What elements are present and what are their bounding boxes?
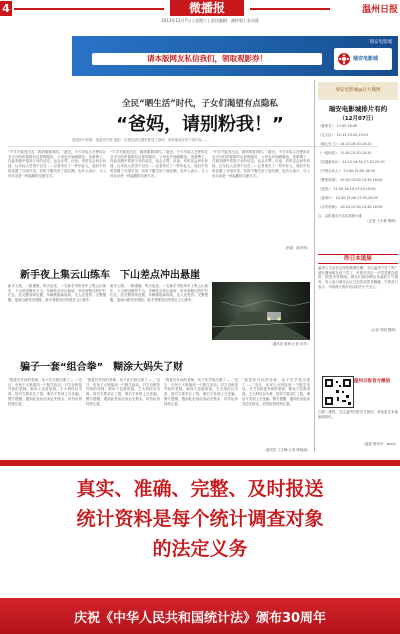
schedule-entry: 《地心引力》：14:20,16:20,18:20 — [318, 142, 372, 146]
schedule-title: 瑞安电影城排片有约 — [328, 105, 388, 113]
story3-body-col2: “我是你外孙的老师，孩子在学校出事了……”近日，市民王大妈接到一个陌生电话，对方自称是外孙的老师，称孩子急需用钱。王大妈信以为真，按对方要求汇了钱，事后才发现上当受骗。警方提醒，遇到此类电话务必先核实，切勿轻易转账汇款。 — [86, 378, 160, 406]
schedule-credit: （记者 王小林 整理） — [365, 219, 398, 223]
schedule-entry: 《冰雪奇缘》：10:20,12:30,14:40,16:50 — [318, 205, 383, 209]
story1-byline: @温州小熊猫：@温州日报·瑞阳：在微信朋友圈里都加了爸妈，我和他朋友的不同内容…… — [72, 138, 209, 142]
ad-banner[interactable] — [72, 36, 398, 76]
story3-body-col4: “我是你外孙的老师，孩子在学校出事了……”近日，市民王大妈接到一个陌生电话，对方自称是外孙的老师，称孩子急需用钱。王大妈信以为真，按对方要求汇了钱，事后才发现上当受骗。警方提醒，遇到此类电话务必先核实，切勿轻易转账汇款。 — [242, 378, 310, 406]
masthead-title: 微播报 — [170, 0, 244, 16]
campaign-block — [0, 460, 400, 634]
schedule-date: （12月07日） — [339, 116, 377, 122]
story3-credit: （通讯员 王宇峰 记者 陈晓丽） — [262, 448, 310, 452]
story1-headline: “爸妈，请别粉我！” — [116, 114, 284, 135]
schedule-entry: 《雷神2》：13:30,15:40,17:50,20:00 — [318, 196, 378, 200]
campaign-top-bar — [0, 460, 400, 466]
story3-body-col3: “我是你外孙的老师，孩子在学校出事了……”近日，市民王大妈接到一个陌生电话，对方自称是外孙的老师，称孩子急需用钱。王大妈信以为真，按对方要求汇了钱，事后才发现上当受骗。警方提醒，遇到此类电话务必先核实，切勿轻易转账汇款。 — [164, 378, 238, 406]
weibo-banner — [318, 82, 398, 100]
schedule-entry: 《怒放》：11:20,14:10,17:00,19:50 — [318, 187, 376, 191]
story1-body-col3: “不对不能发出去，我妈要看到的。”最近，不少年轻人在使用社交平台的时候都有这样的顾虑，父母也开始刷微信、发微博了，在朋友圈中看到子女的动态，也会点赞、评论，有时还会问东问西，让年轻人觉得不自在……记者采访了一些年轻人，他们中有的设置了分组可见，有的干脆关闭了朋友圈，也有人表示，与父母互动是一种温暖的交流方式。 — [212, 150, 310, 178]
schedule-entry: 《饥饿游戏2》：12:10,14:50,17:30,20:10 — [318, 160, 385, 164]
ad-logo-box — [334, 48, 392, 70]
story1-body-col1: “不对不能发出去，我妈要看到的。”最近，不少年轻人在使用社交平台的时候都有这样的顾虑，父母也开始刷微信、发微博了，在朋友圈中看到子女的动态，也会点赞、评论，有时还会问东问西，让年轻人觉得不自在……记者采访了一些年轻人，他们中有的设置了分组可见，有的干脆关闭了朋友圈，也有人表示，与父母互动是一种温暖的交流方式。 — [8, 150, 106, 178]
campaign-slogan-line2: 统计资料是每个统计调查对象 — [76, 508, 324, 530]
schedule-entry: 《中国合伙人》：13:40,15:50,18:00 — [318, 169, 375, 173]
schedule-entry: 《警察故事》：10:30,13:00,15:30,18:00 — [318, 178, 383, 182]
qr-code-icon — [323, 377, 353, 407]
qr-body: 扫描二维码，关注温州日报官方微信，获取更多本地新闻资讯。 — [318, 410, 398, 419]
story3-body-col1: “我是你外孙的老师，孩子在学校出事了……”近日，市民王大妈接到一个陌生电话，对方自称是外孙的老师，称孩子急需用钱。王大妈信以为真，按对方要求汇了钱，事后才发现上当受骗。警方提醒，遇到此类电话务必先核实，切勿轻易转账汇款。 — [8, 378, 82, 406]
schedule-entry: 《一夜惊喜》：11:40,13:30,15:20 — [318, 151, 372, 155]
story2-body-col1: 新手上路，一路谨慎。昨天夜里，一名新手司机驾车上集云山练车，下山时因操作不当，车辆差点冲出悬崖，所幸被路边的护栏拦住。经交警到场处置，车辆被拖离现场，无人员受伤。交警提醒，夜间山路弯多坡陡，新手驾驶员切勿独自上山练车。 — [8, 284, 106, 303]
story2-credit: （通讯员 黄海 记者 孙华） — [269, 342, 310, 346]
column-title — [318, 254, 398, 264]
newspaper-logo: 温州日报 — [361, 5, 398, 15]
story1-body-col2: “不对不能发出去，我妈要看到的。”最近，不少年轻人在使用社交平台的时候都有这样的顾虑，父母也开始刷微信、发微博了，在朋友圈中看到子女的动态，也会点赞、评论，有时还会问东问西，让年轻人觉得不自在……记者采访了一些年轻人，他们中有的设置了分组可见，有的干脆关闭了朋友圈，也有人表示，与父母互动是一种温暖的交流方式。 — [110, 150, 208, 178]
story2-headline: 新手夜上集云山练车 下山差点冲出悬崖 — [20, 270, 200, 281]
header-bar — [0, 0, 400, 23]
column-credit: （记者 李明 整理） — [368, 328, 398, 332]
ad-tagline-text: 请本版网友私信我们，领取观影券！ — [147, 54, 267, 63]
header-right-rule — [250, 8, 330, 10]
story1-kicker: 全民“晒生活”时代，子女们渴望有点隐私 — [122, 99, 278, 109]
qr-credit: （温报 微信号：wzrb） — [361, 442, 398, 446]
sidebar-divider — [314, 80, 315, 452]
story2-photo — [212, 282, 310, 340]
column-body: 温州人生活在这里的微博吐槽：今天温州下雪了吗？朋友圈里都在说下雪了，可我在市区一片雪花都没看到，倒是冷得够呛。网友们纷纷晒出各地的天气情况，有人表示瑞安山区已经见到雪花飘落。气象部门表示，今明两天我市仍以阴冷天气为主。 — [318, 266, 398, 289]
qr-code[interactable] — [322, 376, 354, 408]
schedule-note: 注：以影城当日实际放映为准 — [318, 214, 363, 218]
schedule-entry: 《催命宅》：17:40,18:40 — [318, 124, 358, 128]
campaign-slogan-line1: 真实、准确、完整、及时报送 — [76, 478, 324, 500]
qr-label: 温州日报官方微信 — [354, 379, 390, 384]
story1-credit: （来源：新华网） — [282, 246, 310, 250]
story3-headline: 骗子一套“组合拳” 糊涂大妈失了财 — [20, 362, 184, 373]
header-left-rule — [14, 8, 164, 10]
page-number: 4 — [2, 2, 10, 15]
schedule-entry: 《无人区》：12:15,13:15,19:10 — [318, 133, 369, 137]
ad-logo-name: 瑞安电影城 — [353, 56, 379, 62]
ad-brand-top: 瑞安电影城 — [369, 40, 392, 45]
campaign-banner-text: 庆祝《中华人民共和国统计法》颁布30周年 — [73, 611, 327, 626]
story2-body-col2: 新手上路，一路谨慎。昨天夜里，一名新手司机驾车上集云山练车，下山时因操作不当，车辆差点冲出悬崖，所幸被路边的护栏拦住。经交警到场处置，车辆被拖离现场，无人员受伤。交警提醒，夜间山路弯多坡陡，新手驾驶员切勿独自上山练车。 — [110, 284, 208, 303]
schedule-list — [318, 124, 398, 224]
dateline: 2013年12月7日 | 星期六 | 责任编辑：潘仲强 | 金河燕 — [161, 18, 259, 23]
night-road-scene — [212, 282, 310, 340]
campaign-slogan-line3: 的法定义务 — [152, 538, 248, 560]
weibo-account: 瑞安电影城@官方微博 — [335, 88, 381, 93]
film-reel-icon — [337, 52, 351, 66]
column-title-text: 昨日本道屋 — [344, 256, 372, 262]
